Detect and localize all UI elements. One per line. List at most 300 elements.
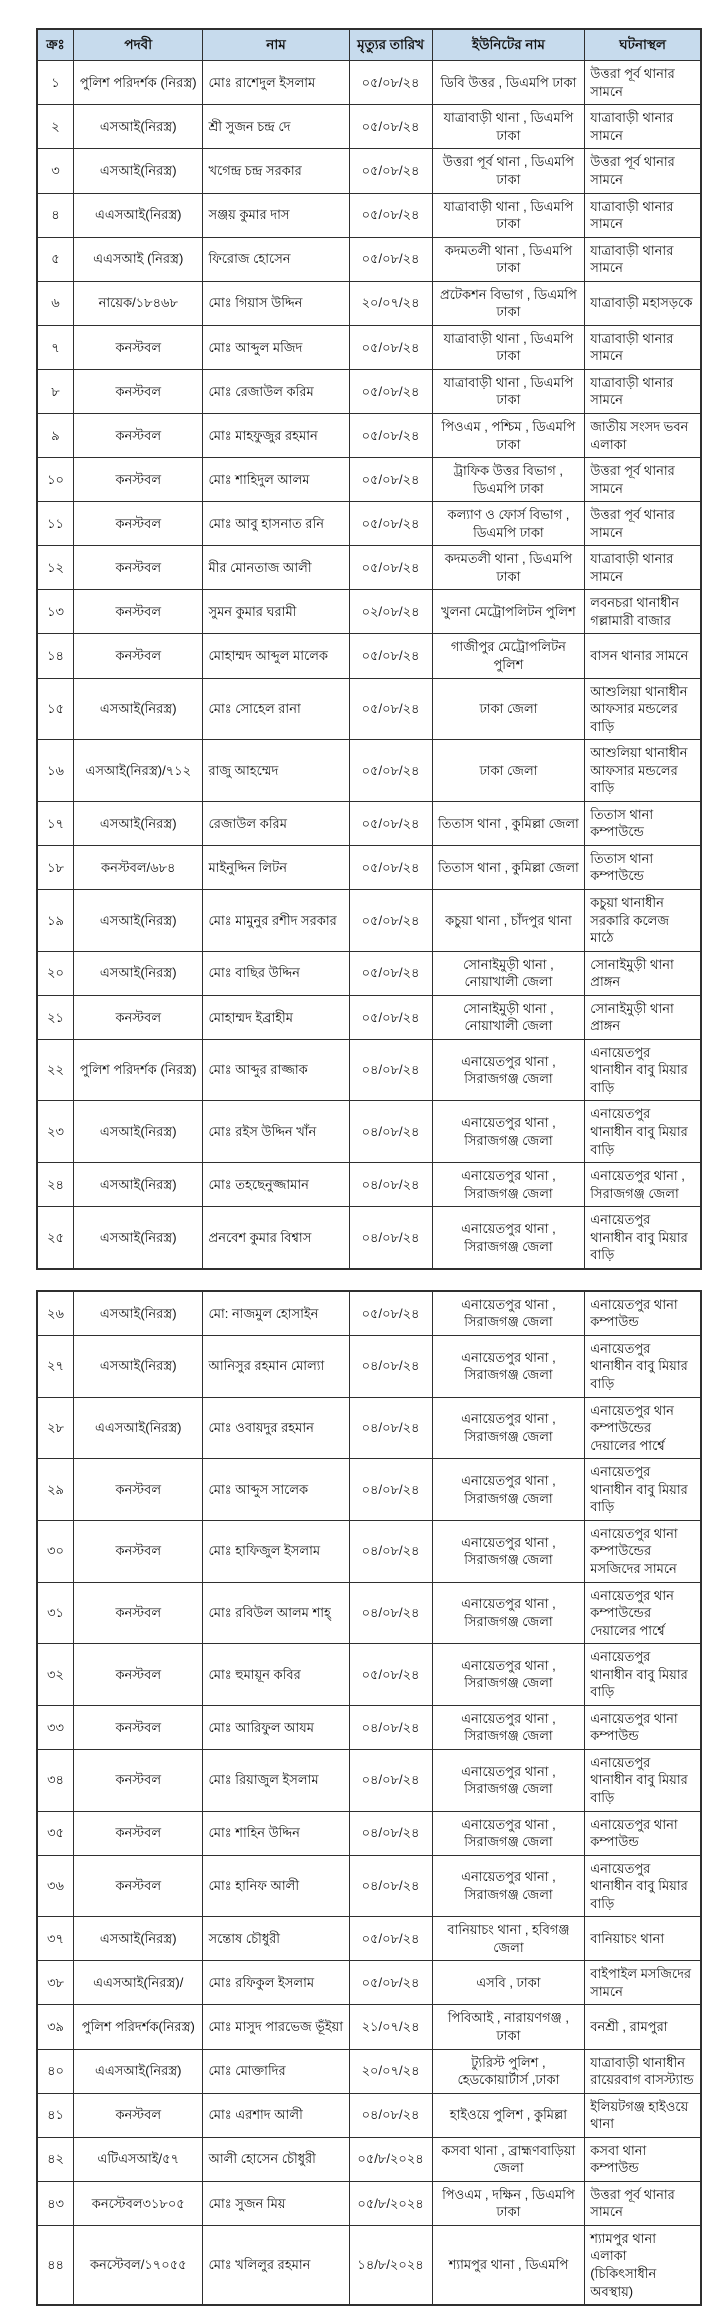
cell-serial: ৩৭ [37,1917,74,1961]
cell-date: ০২/০৮/২৪ [349,590,432,634]
cell-unit: কচুয়া থানা , চাঁদপুর থানা [432,890,585,952]
cell-date: ০৫/০৮/২৪ [349,951,432,995]
cell-location: সোনাইমুড়ী থানা প্রাঙ্গন [585,951,701,995]
cell-serial: ২৩ [37,1101,74,1163]
cell-name: মোঃ আব্দুস সালেক [203,1459,349,1521]
cell-name: মোঃ মোক্তাদির [203,2049,349,2093]
cell-date: ২০/০৭/২৪ [349,281,432,325]
cell-name: মোঃ সোহেল রানা [203,678,349,740]
cell-designation: এসআই(নিরস্ত্র) [74,1163,203,1207]
cell-location: এনায়েতপুর থানাধীন বাবু মিয়ার বাড়ি [585,1101,701,1163]
cell-serial: ২৮ [37,1397,74,1459]
cell-date: ০৫/০৮/২৪ [349,634,432,678]
cell-designation: এসআই(নিরস্ত্র) [74,951,203,995]
cell-date: ০৫/০৮/২৪ [349,369,432,413]
cell-serial: ৩৩ [37,1705,74,1749]
cell-name: মোঃ শাহিদুল আলম [203,458,349,502]
cell-unit: যাত্রাবাড়ী থানা , ডিএমপি ঢাকা [432,105,585,149]
cell-date: ০৫/০৮/২৪ [349,678,432,740]
cell-name: মোঃ আব্দুর রাজ্জাক [203,1039,349,1101]
cell-unit: পিওএম , পশ্চিম , ডিএমপি ঢাকা [432,413,585,457]
cell-date: ০৫/০৮/২৪ [349,325,432,369]
table-row [37,2005,701,2049]
table-row [37,590,701,634]
table-row [37,1961,701,2005]
cell-unit: কদমতলী থানা , ডিএমপি ঢাকা [432,237,585,281]
cell-serial: ৫ [37,237,74,281]
cell-name: সুমন কুমার ঘরামী [203,590,349,634]
cell-designation: কনস্টবল [74,1749,203,1811]
cell-designation: এএসআই (নিরস্ত্র) [74,237,203,281]
cell-name: ফিরোজ হোসেন [203,237,349,281]
cell-name: মোঃ মাসুদ পারভেজ ভূঁইয়া [203,2005,349,2049]
cell-location: এনায়েতপুর থানাধীন বাবু মিয়ার বাড়ি [585,1207,701,1269]
cell-date: ০৪/০৮/২৪ [349,1582,432,1644]
table-row [37,1917,701,1961]
cell-name: মোঃ আরিফুল আযম [203,1705,349,1749]
cell-unit: এনায়েতপুর থানা , সিরাজগঞ্জ জেলা [432,1459,585,1521]
cell-unit: এনায়েতপুর থানা , সিরাজগঞ্জ জেলা [432,1811,585,1855]
cell-location: এনায়েতপুর থানাধীন বাবু মিয়ার বাড়ি [585,1644,701,1706]
cell-date: ০৪/০৮/২৪ [349,1520,432,1582]
table-row [37,61,701,105]
cell-date: ০৪/০৮/২৪ [349,1397,432,1459]
cell-serial: ১৩ [37,590,74,634]
cell-designation: এসআই(নিরস্ত্র) [74,149,203,193]
table-header [37,29,701,61]
cell-location: জাতীয় সংসদ ভবন এলাকা [585,413,701,457]
cell-location: সোনাইমুড়ী থানা প্রাঙ্গন [585,995,701,1039]
cell-serial: ৮ [37,369,74,413]
cell-location: এনায়েতপুর থানা কম্পাউন্ড [585,1705,701,1749]
header-date: মৃত্যুর তারিখ [349,29,432,61]
cell-unit: পিওএম , দক্ষিন , ডিএমপি ঢাকা [432,2181,585,2225]
cell-unit: এনায়েতপুর থানা , সিরাজগঞ্জ জেলা [432,1101,585,1163]
cell-location: এনায়েতপুর থানাধীন বাবু মিয়ার বাড়ি [585,1855,701,1917]
table-row [37,995,701,1039]
table-body-part-2 [37,1291,701,2305]
table-row [37,193,701,237]
cell-designation: কনস্টবল [74,413,203,457]
casualty-table-part-1 [36,28,702,1270]
cell-location: তিতাস থানা কম্পাউন্ডে [585,845,701,889]
table-row [37,546,701,590]
cell-designation: পুলিশ পরিদর্শক(নিরস্ত্র) [74,2005,203,2049]
cell-name: শ্রী সুজন চন্দ্র দে [203,105,349,149]
cell-serial: ২০ [37,951,74,995]
cell-name: মোঃ খলিলুর রহমান [203,2225,349,2305]
cell-designation: এসআই(নিরস্ত্র) [74,1335,203,1397]
cell-date: ০৫/০৮/২৪ [349,105,432,149]
cell-location: লবনচরা থানাধীন গল্লামারী বাজার [585,590,701,634]
table-row [37,1644,701,1706]
cell-designation: কনস্টেবল/১৭০৫৫ [74,2225,203,2305]
cell-location: এনায়েতপুর থানাধীন বাবু মিয়ার বাড়ি [585,1335,701,1397]
cell-date: ০৪/০৮/২৪ [349,2093,432,2137]
cell-unit: কল্যাণ ও ফোর্স বিভাগ , ডিএমপি ঢাকা [432,502,585,546]
cell-serial: ২ [37,105,74,149]
cell-designation: কনস্টবল [74,590,203,634]
cell-name: মোঃ রিয়াজুল ইসলাম [203,1749,349,1811]
cell-serial: ২৫ [37,1207,74,1269]
cell-designation: এএসআই(নিরস্ত্র) [74,193,203,237]
cell-date: ০৫/০৮/২৪ [349,1917,432,1961]
cell-location: যাত্রাবাড়ী মহাসড়কে [585,281,701,325]
cell-serial: ২৪ [37,1163,74,1207]
cell-unit: ডিবি উত্তর , ডিএমপি ঢাকা [432,61,585,105]
cell-name: মো: নাজমুল হোসাইন [203,1291,349,1336]
cell-date: ০৫/০৮/২৪ [349,1291,432,1336]
table-row [37,1582,701,1644]
cell-unit: এনায়েতপুর থানা , সিরাজগঞ্জ জেলা [432,1855,585,1917]
cell-serial: ১৪ [37,634,74,678]
cell-location: আশুলিয়া থানাধীন আফসার মন্ডলের বাড়ি [585,740,701,802]
table-row [37,634,701,678]
table-row [37,1811,701,1855]
table-row [37,1039,701,1101]
cell-unit: পিবিআই , নারায়ণগঞ্জ , ঢাকা [432,2005,585,2049]
cell-serial: ৩ [37,149,74,193]
cell-name: রাজু আহম্মেদ [203,740,349,802]
cell-location: এনায়েতপুর থানা কম্পাউন্ড [585,1811,701,1855]
cell-name: মোঃ রবিউল আলম শাহ্ [203,1582,349,1644]
cell-designation: কনস্টবল [74,1644,203,1706]
cell-location: এনায়েতপুর থানাধীন বাবু মিয়ার বাড়ি [585,1039,701,1101]
cell-date: ০৫/০৮/২৪ [349,502,432,546]
cell-date: ০৪/০৮/২৪ [349,1101,432,1163]
cell-location: শ্যামপুর থানা এলাকা (চিকিৎসাধীন অবস্থায়) [585,2225,701,2305]
cell-name: মোঃ রেজাউল করিম [203,369,349,413]
cell-designation: এসআই(নিরস্ত্র) [74,1101,203,1163]
table-row [37,2093,701,2137]
table-row [37,2049,701,2093]
cell-designation: কনস্টবল [74,1811,203,1855]
cell-name: মাইনুদ্দিন লিটন [203,845,349,889]
cell-designation: এসআই(নিরস্ত্র)/৭১২ [74,740,203,802]
cell-name: প্রনবেশ কুমার বিশ্বাস [203,1207,349,1269]
cell-date: ০৫/০৮/২৪ [349,890,432,952]
cell-unit: যাত্রাবাড়ী থানা , ডিএমপি ঢাকা [432,325,585,369]
cell-name: আনিসুর রহমান মোল্যা [203,1335,349,1397]
cell-location: এনায়েতপুর থানা কম্পাউন্ডের মসজিদের সামনে [585,1520,701,1582]
cell-serial: ২১ [37,995,74,1039]
table-row [37,951,701,995]
cell-date: ০৪/০৮/২৪ [349,1705,432,1749]
cell-serial: ৩৯ [37,2005,74,2049]
cell-designation: কনস্টেবল৩১৮০৫ [74,2181,203,2225]
cell-name: মোঃ আব্দুল মজিদ [203,325,349,369]
table-row [37,1459,701,1521]
cell-name: মোঃ রফিকুল ইসলাম [203,1961,349,2005]
cell-serial: ৩১ [37,1582,74,1644]
table-header-row [37,29,701,61]
cell-serial: ৪২ [37,2137,74,2181]
cell-designation: কনস্টবল [74,634,203,678]
cell-name: মোঃ গিয়াস উদ্দিন [203,281,349,325]
cell-serial: ১৭ [37,801,74,845]
cell-location: যাত্রাবাড়ী থানার সামনে [585,105,701,149]
cell-location: এনায়েতপুর থানাধীন বাবু মিয়ার বাড়ি [585,1459,701,1521]
cell-unit: তিতাস থানা , কুমিল্লা জেলা [432,801,585,845]
cell-location: বনশ্রী , রামপুরা [585,2005,701,2049]
cell-unit: তিতাস থানা , কুমিল্লা জেলা [432,845,585,889]
table-row [37,458,701,502]
cell-serial: ২২ [37,1039,74,1101]
table-row [37,1335,701,1397]
cell-name: মোঃ হাফিজুল ইসলাম [203,1520,349,1582]
cell-designation: এসআই(নিরস্ত্র) [74,678,203,740]
cell-unit: এসবি , ঢাকা [432,1961,585,2005]
cell-location: বাসন থানার সামনে [585,634,701,678]
cell-serial: ৩৬ [37,1855,74,1917]
cell-designation: কনস্টবল [74,2093,203,2137]
cell-designation: এসআই(নিরস্ত্র) [74,890,203,952]
cell-unit: এনায়েতপুর থানা , সিরাজগঞ্জ জেলা [432,1039,585,1101]
table-row [37,2225,701,2305]
cell-date: ০৫/০৮/২৪ [349,237,432,281]
cell-unit: এনায়েতপুর থানা , সিরাজগঞ্জ জেলা [432,1397,585,1459]
cell-location: উত্তরা পূর্ব থানার সামনে [585,2181,701,2225]
cell-name: মোঃ হানিফ আলী [203,1855,349,1917]
cell-unit: উত্তরা পূর্ব থানা , ডিএমপি ঢাকা [432,149,585,193]
cell-unit: যাত্রাবাড়ী থানা , ডিএমপি ঢাকা [432,369,585,413]
table-row [37,325,701,369]
cell-date: ০৪/০৮/২৪ [349,1335,432,1397]
cell-name: মোঃ সুজন মিয় [203,2181,349,2225]
cell-unit: এনায়েতপুর থানা , সিরাজগঞ্জ জেলা [432,1520,585,1582]
cell-unit: এনায়েতপুর থানা , সিরাজগঞ্জ জেলা [432,1335,585,1397]
cell-serial: ৩৪ [37,1749,74,1811]
table-row [37,105,701,149]
cell-date: ০৪/০৮/২৪ [349,1811,432,1855]
cell-unit: শ্যামপুর থানা , ডিএমপি [432,2225,585,2305]
cell-location: বাইপাইল মসজিদের সামনে [585,1961,701,2005]
cell-date: ০৫/৮/২০২৪ [349,2181,432,2225]
cell-location: কসবা থানা কম্পাউন্ড [585,2137,701,2181]
cell-name: সঞ্জয় কুমার দাস [203,193,349,237]
table-row [37,1207,701,1269]
cell-unit: গাজীপুর মেট্রোপলিটন পুলিশ [432,634,585,678]
cell-date: ০৫/০৮/২৪ [349,845,432,889]
cell-designation: এএসআই(নিরস্ত্র) [74,2049,203,2093]
cell-location: যাত্রাবাড়ী থানার সামনে [585,369,701,413]
cell-designation: কনস্টবল [74,502,203,546]
table-row [37,2181,701,2225]
cell-designation: এসআই(নিরস্ত্র) [74,1917,203,1961]
cell-designation: কনস্টবল [74,1705,203,1749]
table-row [37,2137,701,2181]
cell-location: এনায়েতপুর থানা কম্পাউন্ড [585,1291,701,1336]
cell-name: মোহাম্মদ আব্দুল মালেক [203,634,349,678]
cell-serial: ১৯ [37,890,74,952]
table-row [37,369,701,413]
cell-unit: খুলনা মেট্রোপলিটন পুলিশ [432,590,585,634]
cell-serial: ৪১ [37,2093,74,2137]
table-row [37,1705,701,1749]
cell-unit: কসবা থানা , ব্রাহ্মণবাড়িয়া জেলা [432,2137,585,2181]
cell-name: রেজাউল করিম [203,801,349,845]
cell-location: এনায়েতপুর থান কম্পাউন্ডের দেয়ালের পার্শ্বে [585,1582,701,1644]
cell-name: খগেন্দ্র চন্দ্র সরকার [203,149,349,193]
cell-date: ০৪/০৮/২৪ [349,1163,432,1207]
cell-designation: এটিএসআই/৫৭ [74,2137,203,2181]
cell-date: ০৫/০৮/২৪ [349,193,432,237]
cell-unit: এনায়েতপুর থানা , সিরাজগঞ্জ জেলা [432,1644,585,1706]
cell-designation: এসআই(নিরস্ত্র) [74,1207,203,1269]
cell-location: ইলিয়টগঞ্জ হাইওয়ে থানা [585,2093,701,2137]
table-row [37,1749,701,1811]
cell-date: ০৫/০৮/২৪ [349,149,432,193]
cell-serial: ৭ [37,325,74,369]
cell-serial: ২৭ [37,1335,74,1397]
cell-serial: ১৫ [37,678,74,740]
cell-serial: ৪ [37,193,74,237]
cell-date: ০৪/০৮/২৪ [349,1855,432,1917]
cell-serial: ৪৩ [37,2181,74,2225]
cell-unit: এনায়েতপুর থানা , সিরাজগঞ্জ জেলা [432,1749,585,1811]
table-row [37,1163,701,1207]
cell-name: মোঃ তহছেনুজ্জামান [203,1163,349,1207]
cell-location: আশুলিয়া থানাধীন আফসার মন্ডলের বাড়ি [585,678,701,740]
cell-name: মোঃ রাশেদুল ইসলাম [203,61,349,105]
cell-date: ০৫/০৮/২৪ [349,458,432,502]
cell-location: উত্তরা পূর্ব থানার সামনে [585,458,701,502]
cell-unit: এনায়েতপুর থানা , সিরাজগঞ্জ জেলা [432,1705,585,1749]
cell-serial: ৯ [37,413,74,457]
cell-location: যাত্রাবাড়ী থানাধীন রায়েরবাগ বাসস্ট্যান্ড [585,2049,701,2093]
table-row [37,1520,701,1582]
cell-designation: কনস্টবল [74,546,203,590]
cell-unit: কদমতলী থানা , ডিএমপি ঢাকা [432,546,585,590]
page-break-gap [36,1270,702,1290]
cell-unit: হাইওয়ে পুলিশ , কুমিল্লা [432,2093,585,2137]
table-row [37,237,701,281]
cell-designation: এএসআই(নিরস্ত্র)/ [74,1961,203,2005]
cell-serial: ৪৪ [37,2225,74,2305]
header-unit: ইউনিটের নাম [432,29,585,61]
cell-serial: ৬ [37,281,74,325]
cell-designation: এসআই(নিরস্ত্র) [74,1291,203,1336]
table-body-part-1 [37,61,701,1269]
cell-serial: ১ [37,61,74,105]
cell-designation: পুলিশ পরিদর্শক (নিরস্ত্র) [74,1039,203,1101]
cell-designation: এসআই(নিরস্ত্র) [74,105,203,149]
cell-date: ০৫/০৮/২৪ [349,61,432,105]
cell-name: মীর মোনতাজ আলী [203,546,349,590]
cell-unit: সোনাইমুড়ী থানা , নোয়াখালী জেলা [432,951,585,995]
cell-designation: কনস্টবল [74,369,203,413]
cell-designation: নায়েক/১৮৪৬৮ [74,281,203,325]
cell-serial: ১০ [37,458,74,502]
cell-date: ২১/০৭/২৪ [349,2005,432,2049]
cell-location: উত্তরা পূর্ব থানার সামনে [585,61,701,105]
cell-designation: কনস্টবল [74,1459,203,1521]
cell-name: মোঃ হুমায়ূন কবির [203,1644,349,1706]
cell-unit: সোনাইমুড়ী থানা , নোয়াখালী জেলা [432,995,585,1039]
cell-name: মোঃ শাহিন উদ্দিন [203,1811,349,1855]
cell-unit: ঢাকা জেলা [432,740,585,802]
cell-date: ০৫/০৮/২৪ [349,1644,432,1706]
header-name: নাম [203,29,349,61]
table-row [37,678,701,740]
cell-date: ০৫/০৮/২৪ [349,1961,432,2005]
cell-serial: ৩২ [37,1644,74,1706]
cell-unit: এনায়েতপুর থানা , সিরাজগঞ্জ জেলা [432,1207,585,1269]
cell-unit: বানিয়াচং থানা , হবিগঞ্জ জেলা [432,1917,585,1961]
cell-date: ০৫/০৮/২৪ [349,546,432,590]
cell-serial: ৩৫ [37,1811,74,1855]
cell-date: ০৫/০৮/২৪ [349,995,432,1039]
cell-unit: যাত্রাবাড়ী থানা , ডিএমপি ঢাকা [432,193,585,237]
cell-designation: কনস্টবল [74,995,203,1039]
cell-name: মোঃ আবু হাসনাত রনি [203,502,349,546]
table-row [37,1291,701,1336]
cell-designation: কনস্টবল/৬৮৪ [74,845,203,889]
cell-designation: কনস্টবল [74,325,203,369]
cell-name: মোঃ বাছির উদ্দিন [203,951,349,995]
cell-designation: পুলিশ পরিদর্শক (নিরস্ত্র) [74,61,203,105]
table-row [37,1397,701,1459]
cell-name: মোঃ রইস উদ্দিন খাঁন [203,1101,349,1163]
cell-serial: ২৯ [37,1459,74,1521]
table-row [37,502,701,546]
cell-date: ০৫/৮/২০২৪ [349,2137,432,2181]
header-location: ঘটনাস্থল [585,29,701,61]
table-row [37,801,701,845]
casualty-table-part-2 [36,1290,702,2306]
cell-unit: এনায়েতপুর থানা , সিরাজগঞ্জ জেলা [432,1582,585,1644]
cell-serial: ১৮ [37,845,74,889]
cell-name: মোঃ মাহফুজুর রহমান [203,413,349,457]
cell-unit: ট্রাফিক উত্তর বিভাগ , ডিএমপি ঢাকা [432,458,585,502]
cell-serial: ১১ [37,502,74,546]
cell-location: এনায়েতপুর থান কম্পাউন্ডের দেয়ালের পার্শ্বে [585,1397,701,1459]
cell-location: তিতাস থানা কম্পাউন্ডে [585,801,701,845]
cell-unit: প্রটেকশন বিভাগ , ডিএমপি ঢাকা [432,281,585,325]
cell-name: মোহাম্মদ ইব্রাহীম [203,995,349,1039]
cell-designation: এসআই(নিরস্ত্র) [74,801,203,845]
cell-date: ০৪/০৮/২৪ [349,1039,432,1101]
cell-serial: ৩৮ [37,1961,74,2005]
cell-date: ২০/০৭/২৪ [349,2049,432,2093]
cell-serial: ৩০ [37,1520,74,1582]
cell-location: বানিয়াচং থানা [585,1917,701,1961]
header-designation: পদবী [74,29,203,61]
cell-location: যাত্রাবাড়ী থানার সামনে [585,546,701,590]
cell-unit: ঢাকা জেলা [432,678,585,740]
cell-location: এনায়েতপুর থানা , সিরাজগঞ্জ জেলা [585,1163,701,1207]
cell-designation: কনস্টবল [74,1582,203,1644]
cell-date: ০৪/০৮/২৪ [349,1749,432,1811]
cell-location: উত্তরা পূর্ব থানার সামনে [585,149,701,193]
cell-date: ০৫/০৮/২৪ [349,740,432,802]
cell-designation: এএসআই(নিরস্ত্র) [74,1397,203,1459]
cell-unit: এনায়েতপুর থানা , সিরাজগঞ্জ জেলা [432,1163,585,1207]
cell-location: উত্তরা পূর্ব থানার সামনে [585,502,701,546]
cell-date: ০৪/০৮/২৪ [349,1207,432,1269]
cell-serial: ২৬ [37,1291,74,1336]
cell-name: মোঃ ওবায়দুর রহমান [203,1397,349,1459]
cell-name: মোঃ এরশাদ আলী [203,2093,349,2137]
table-row [37,281,701,325]
cell-location: কচুয়া থানাধীন সরকারি কলেজ মাঠে [585,890,701,952]
cell-designation: কনস্টবল [74,1520,203,1582]
table-row [37,149,701,193]
cell-unit: এনায়েতপুর থানা , সিরাজগঞ্জ জেলা [432,1291,585,1336]
header-serial: ক্রঃ [37,29,74,61]
table-row [37,845,701,889]
cell-location: যাত্রাবাড়ী থানার সামনে [585,193,701,237]
